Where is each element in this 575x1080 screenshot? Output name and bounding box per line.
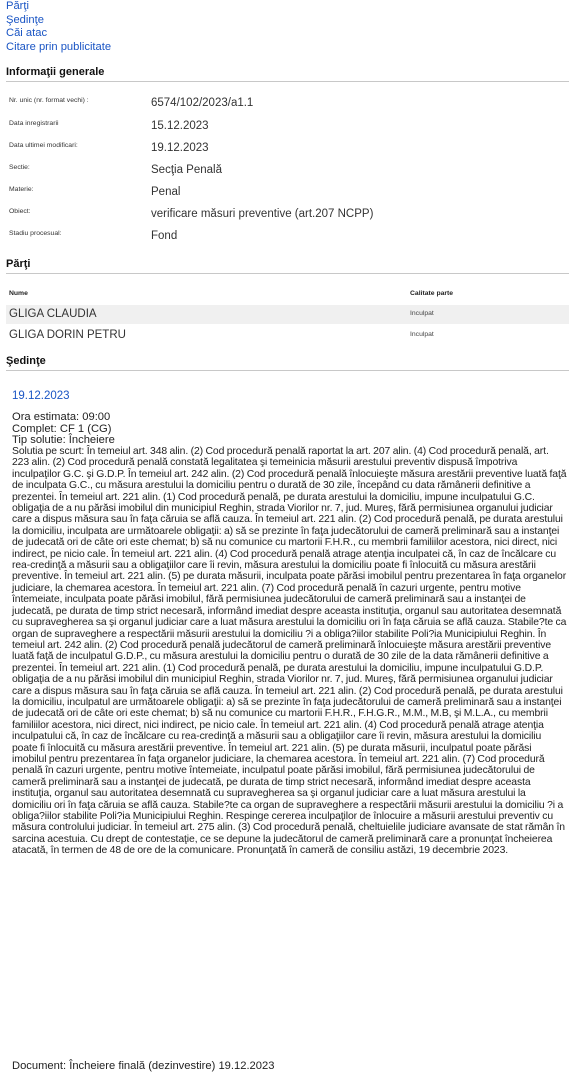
info-label: Data ultimei modificari: (9, 142, 78, 149)
party-name: GLIGA DORIN PETRU (9, 329, 126, 341)
info-label: Stadiu procesual: (9, 230, 62, 237)
sedinta-solutie-text: Solutia pe scurt: În temeiul art. 348 alin. (2) Cod procedură penală raportat la art. 207 alin. (4) Cod procedură penală, art. 223 alin. (2) Cod procedură penală constată legalitatea şi temeinicia măsurii arestului preventiv dispusă împotriva inculpaţilor G.C. şi G.D.P. În temeiul art. 242 alin. (2) Cod procedură penală înlocuieşte măsura arestării preventive luată faţă de inculpata G.C., cu măsura arestului la domiciliu pentru o durată de 30 zile, începând cu data rămânerii definitive a prezentei. În temeiul art. 221 alin. (1) Cod procedură penală, pe durata arestului la domiciliu, impune inculpatului G.C. obligaţia de a nu părăsi imobilul din municipiul Reghin, strada Viorilor nr. 7, jud. Mureş, fără permisiunea organului judiciar care a dispus măsura sau în faţa căruia se află cauza. În temeiul art. 221 alin. (2) Cod procedură penală, pe durata arestului la domiciliu, inculpata are următoarele obligaţii: a) să se prezinte în faţa judecătorului de cameră preliminară sau a instanţei de judecată ori de câte ori este chemat; b) să nu comunice cu martorii F.H.R., cu membrii familiilor acestora, nici direct, nici indirect, pe nicio cale. În temeiul art. 221 alin. (4) Cod procedură penală atrage atenţia inculpatei că, în caz de încălcare cu rea-credinţă a măsurii sau a obligaţiilor care îi revin, măsura arestului la domiciliu poate fi înlocuită cu măsura arestării preventive. În temeiul art. 221 alin. (5) pe durata măsurii, inculpata poate părăsi imobilul pentru prezentarea în faţa organelor judiciare, la chemarea acestora. În temeiul art. 221 alin. (7) Cod procedură penală în cazuri urgente, pentru motive întemeiate, inculpata poate părăsi imobilul, fără permisiunea judecătorului de cameră preliminară sau a instanţei de judecată, pe durata de timp strict necesară, informând imediat despre aceasta instituţia, organul sau autoritatea desemnată cu supravegherea sa şi organul judiciar care a luat măsura arestului la domiciliu ori în faţa căruia se află cauza. Stabile?te ca organ de supraveghere a respectării măsurii arestului la domiciliu ?i a obliga?iilor stabilite Poli?ia Municipiului Reghin. În temeiul art. 242 alin. (2) Cod procedură penală judecătorul de cameră preliminară înlocuieşte măsura arestării preventive luată faţă de inculpatul G.D.P., cu măsura arestului la domiciliu pentru o durată de 30 zile de la data rămânerii definitive a prezentei. În temeiul art. 221 alin. (1) Cod procedură penală, pe durata arestului la domiciliu, impune inculpatului G.D.P. obligaţia de a nu părăsi imobilul din municipiul Reghin, strada Viorilor nr. 7, jud. Mureş, fără permisiunea organului judiciar care a dispus măsura sau în faţa căruia se află cauza. În temeiul art. 221 alin. (2) Cod procedură penală, pe durata arestului la domiciliu, inculpatul are următoarele obligaţii: a) să se prezinte în faţa judecătorului de cameră preliminară sau a instanţei de judecată ori de câte ori este chemat; b) să nu comunice cu martorii F.H.R., F.H.G.R., M.M., M.B, şi M.L.A., cu membrii familiilor acestora, nici direct, nici indirect, pe nicio cale. În temeiul art. 221 alin. (4) Cod procedură penală atrage atenţia inculpatului că, în caz de încălcare cu rea-credinţă a măsurii sau a obligaţiilor care îi revin, măsura arestului la domiciliu poate fi înlocuită cu măsura arestării preventive. În temeiul art. 221 alin. (5) pe durata măsurii, inculpatul poate părăsi imobilul pentru prezentarea în faţa organelor judiciare, la chemarea acestora. În temeiul art. 221 alin. (7) Cod procedură penală în cazuri urgente, pentru motive întemeiate, inculpatul poate părăsi imobilul, fără permisiunea judecătorului de cameră preliminară sau a instanţei de judecată, pe durata de timp strict necesară, informând imediat despre aceasta instituţia, organul sau autoritatea desemnată cu supravegherea sa şi organul judiciar care a luat măsura arestului la domiciliu ori în faţa căruia se află cauza. Stabile?te ca organ de supraveghere a respectării măsurii arestului la domiciliu ?i a obliga?iilor stabilite Poli?ia Municipiului Reghin. Respinge cererea inculpaţilor de înlocuire a măsurii arestului preventiv cu măsura controlului judiciar. În temeiul art. 275 alin. (3) Cod procedură penală, cheltuielile judiciare avansate de stat rămân în sarcina acestuia. Cu drept de contestaţie, ce se depune la judecătorul de cameră preliminară care a pronunţat încheierea atacată, în termen de 48 de ore de la comunicare. Pronunţată în cameră de consiliu astăzi, 19 decembrie 2023. (12, 446, 567, 857)
info-row-nr-unic (9, 97, 569, 117)
info-row-materie (9, 186, 569, 206)
table-row (6, 305, 569, 324)
party-calitate: Inculpat (410, 331, 434, 338)
info-label: Materie: (9, 186, 34, 193)
nav-link-cai-atac[interactable]: Căi atac (6, 27, 48, 39)
table-row (6, 326, 569, 345)
party-name: GLIGA CLAUDIA (9, 308, 97, 320)
info-label: Sectie: (9, 164, 30, 171)
info-row-data-modificari (9, 142, 569, 162)
sedinta-document: Document: Încheiere finală (dezinvestire) 19.12.2023 (12, 1060, 275, 1072)
info-value: Secţia Penală (151, 164, 222, 176)
info-row-sectie (9, 164, 569, 184)
info-value: 19.12.2023 (151, 142, 209, 154)
column-header-nume: Nume (9, 290, 28, 297)
info-label: Data inregistrarii (9, 120, 59, 127)
party-calitate: Inculpat (410, 310, 434, 317)
sedinta-complet: Complet: CF 1 (CG) (12, 422, 112, 435)
sedinta-tip-solutie: Tip solutie: Încheiere (12, 434, 115, 446)
sedinta-date: 19.12.2023 (12, 390, 70, 402)
parti-table-header (6, 287, 569, 301)
nav-link-sedinte[interactable]: Şedinţe (6, 13, 44, 26)
info-row-stadiu (9, 230, 569, 250)
parti-section-title: Părţi (6, 258, 569, 274)
info-value: 6574/102/2023/a1.1 (151, 97, 254, 109)
info-row-data-inregistrarii (9, 120, 569, 140)
sedinte-section-title: Şedinţe (6, 355, 569, 371)
info-label: Obiect: (9, 208, 31, 215)
nav-link-parti[interactable]: Părţi (6, 0, 30, 12)
info-label: Nr. unic (nr. format vechi) : (9, 97, 89, 104)
info-section-title: Informaţii generale (6, 66, 569, 82)
sedinta-ora: Ora estimata: 09:00 (12, 411, 111, 423)
info-row-obiect (9, 208, 569, 228)
section-nav (6, 0, 111, 54)
column-header-calitate: Calitate parte (410, 290, 454, 297)
info-value: 15.12.2023 (151, 120, 209, 132)
info-value: verificare măsuri preventive (art.207 NCPP) (151, 208, 374, 220)
info-value: Fond (151, 230, 178, 242)
info-value: Penal (151, 186, 181, 198)
sedinta-meta (12, 412, 115, 447)
nav-link-citare[interactable]: Citare prin publicitate (6, 40, 112, 53)
